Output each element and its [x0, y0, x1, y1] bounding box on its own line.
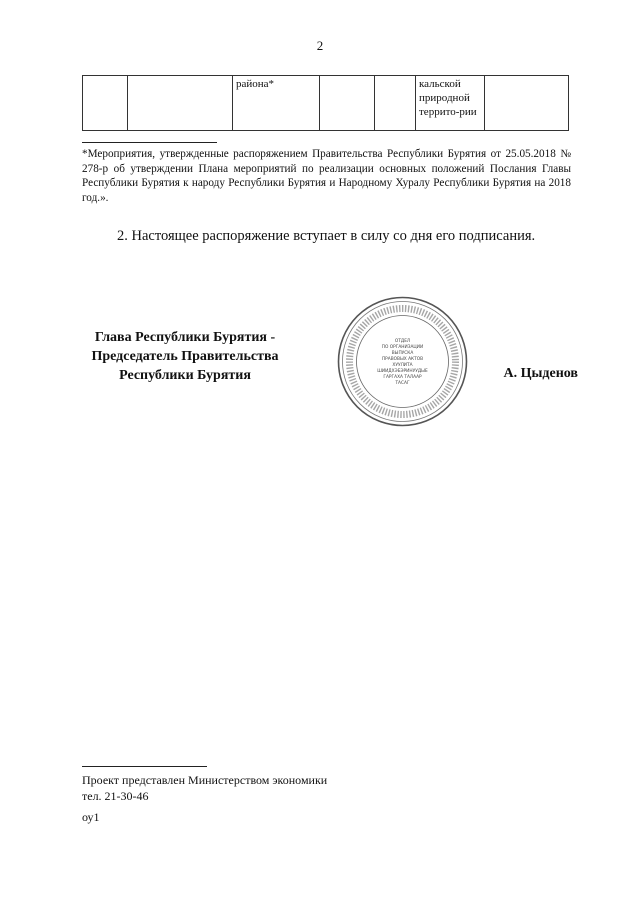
seal-text-line: ГАРГАХА ТАЛААР [383, 375, 422, 380]
signatory-title [60, 328, 310, 385]
seal-text-line: ХУУЛИТА [392, 363, 413, 368]
table-cell: района* [233, 76, 320, 131]
table-cell [320, 76, 375, 131]
footnote-separator [82, 142, 217, 143]
signatory-title-line: Республики Бурятия [119, 368, 251, 383]
seal-text-line: ОТДЕЛ [394, 339, 411, 344]
initials: оу1 [82, 810, 100, 824]
footnote: *Мероприятия, утвержденные распоряжением Правительства Республики Бурятия от 25.05.2018 № 278-р об утверждении Плана мероприятий по реализации основных положений Послания Главы Республики Бурятия к народу Республики Бурятия и Народному Хуралу Республики Бурятия на 2018 год.». [82, 148, 571, 204]
body-paragraph: 2. Настоящее распоряжение вступает в силу со дня его подписания. [117, 228, 536, 244]
table-cell [128, 76, 233, 131]
page-number: 2 [316, 38, 324, 53]
official-seal-stamp [335, 294, 470, 429]
seal-text-line: ПО ОРГАНИЗАЦИИ [381, 345, 424, 350]
signatory-name: А. Цыденов [503, 366, 578, 381]
table-cell [375, 76, 416, 131]
table-cell [485, 76, 569, 131]
table-cell [83, 76, 128, 131]
continued-table [82, 75, 569, 131]
signatory-title-line: Глава Республики Бурятия - [94, 330, 276, 345]
project-note [82, 772, 327, 804]
project-note-phone: тел. 21-30-46 [82, 789, 149, 803]
signatory-title-line: Председатель Правительства [91, 349, 279, 364]
seal-text-line: ПРАВОВЫХ АКТОВ [381, 357, 424, 362]
table-row [83, 76, 569, 131]
seal-text-line: ШИИДХЭБЭРИНУУДЫЕ [377, 369, 428, 374]
table-cell: кальской природной террито-рии [416, 76, 485, 131]
bottom-separator [82, 766, 207, 767]
seal-text-line: ВЫПУСКА [391, 351, 414, 356]
project-note-line: Проект представлен Министерством экономики [82, 773, 328, 787]
seal-text-line: ТАСАГ [395, 381, 410, 386]
